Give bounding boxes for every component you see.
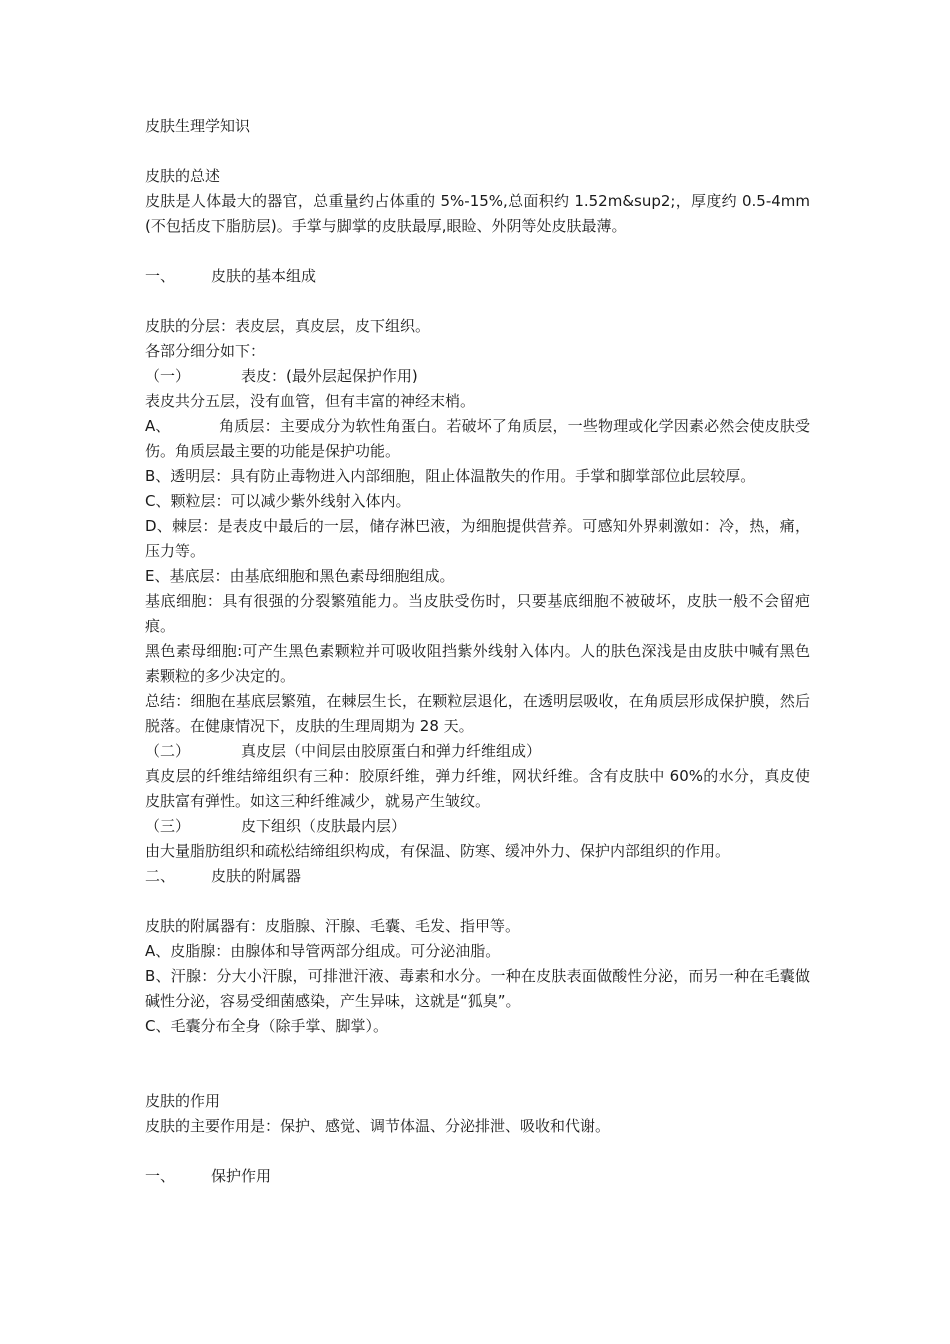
subdivision-text: 各部分细分如下： [145,342,266,360]
epidermis-number: （一） [145,367,191,385]
spacer [145,289,810,314]
appendages-intro: 皮肤的附属器有：皮脂腺、汗腺、毛囊、毛发、指甲等。 [145,917,521,935]
summary-paragraph: 总结：细胞在基底层繁殖，在棘层生长，在颗粒层退化，在透明层吸收，在角质层形成保护膜，然后脱落。在健康情况下，皮肤的生理周期为 28 天。 [145,692,810,735]
stratum-lucidum-paragraph: B、透明层：具有防止毒物进入内部细胞，阻止体温散失的作用。手掌和脚掌部位此层较厚。 [145,467,756,485]
dermis-number: （二） [145,742,191,760]
overview-heading: 皮肤的总述 [145,167,221,185]
stratum-basale-paragraph: E、基底层：由基底细胞和黑色素母细胞组成。 [145,567,455,585]
melanocyte-paragraph: 黑色素母细胞:可产生黑色素颗粒并可吸收阻挡紫外线射入体内。人的肤色深浅是由皮肤中喊有黑色素颗粒的多少决定的。 [145,642,810,685]
stratum-spinosum-paragraph: D、棘层：是表皮中最后的一层，储存淋巴液，为细胞提供营养。可感知外界刺激如：冷，热，痛，压力等。 [145,517,810,560]
subcutis-title: 皮下组织（皮肤最内层） [241,817,407,835]
dermis-title: 真皮层（中间层由胶原蛋白和弹力纤维组成） [241,742,542,760]
sweat-gland-paragraph: B、汗腺：分大小汗腺，可排泄汗液、毒素和水分。一种在皮肤表面做酸性分泌，而另一种在毛囊做碱性分泌，容易受细菌感染，产生异味，这就是“狐臭”。 [145,967,810,1010]
section-1-heading [145,264,810,289]
section-2-heading [145,864,810,889]
subcutis-paragraph: 由大量脂肪组织和疏松结缔组织构成，有保温、防寒、缓冲外力、保护内部组织的作用。 [145,842,731,860]
subcutis-heading [145,814,810,839]
stratum-corneum-text: 角质层：主要成分为软性角蛋白。若破坏了角质层，一些物理或化学因素必然会使皮肤受伤。角质层最主要的功能是保护功能。 [145,417,810,460]
functions-heading: 皮肤的作用 [145,1092,221,1110]
spacer [145,889,810,914]
spacer [145,239,810,264]
section-1-title: 皮肤的基本组成 [211,267,317,285]
section-1-number: 一、 [145,267,176,285]
dermis-paragraph: 真皮层的纤维结缔组织有三种：胶原纤维，弹力纤维，网状纤维。含有皮肤中 60%的水分，真皮使皮肤富有弹性。如这三种纤维减少，就易产生皱纹。 [145,767,810,810]
epidermis-intro: 表皮共分五层，没有血管，但有丰富的神经末梢。 [145,392,476,410]
dermis-heading [145,739,810,764]
sebaceous-gland-paragraph: A、皮脂腺：由腺体和导管两部分组成。可分泌油脂。 [145,942,501,960]
protection-title: 保护作用 [211,1167,272,1185]
section-2-number: 二、 [145,867,176,885]
subcutis-number: （三） [145,817,191,835]
overview-paragraph: 皮肤是人体最大的器官，总重量约占体重的 5%-15%,总面积约 1.52m&sup2;，厚度约 0.5-4mm(不包括皮下脂肪层)。手掌与脚掌的皮肤最厚,眼睑、外阴等处皮肤最薄。 [145,192,810,235]
protection-heading [145,1164,810,1189]
document-body [145,114,810,1189]
section-2-title: 皮肤的附属器 [211,867,302,885]
spacer [145,1039,810,1089]
epidermis-title: 表皮：(最外层起保护作用) [241,367,418,385]
functions-paragraph: 皮肤的主要作用是：保护、感觉、调节体温、分泌排泄、吸收和代谢。 [145,1117,611,1135]
epidermis-heading [145,364,810,389]
stratum-corneum-paragraph [145,414,810,464]
hair-follicle-paragraph: C、毛囊分布全身（除手掌、脚掌）。 [145,1017,388,1035]
basal-cell-paragraph: 基底细胞：具有很强的分裂繁殖能力。当皮肤受伤时，只要基底细胞不被破坏，皮肤一般不会留疤痕。 [145,592,810,635]
protection-number: 一、 [145,1167,176,1185]
skin-layers-text: 皮肤的分层：表皮层，真皮层，皮下组织。 [145,317,431,335]
spacer [145,1139,810,1164]
spacer [145,139,810,164]
stratum-granulosum-paragraph: C、颗粒层：可以减少紫外线射入体内。 [145,492,411,510]
item-a-mark: A、 [145,417,171,435]
document-title: 皮肤生理学知识 [145,117,251,135]
